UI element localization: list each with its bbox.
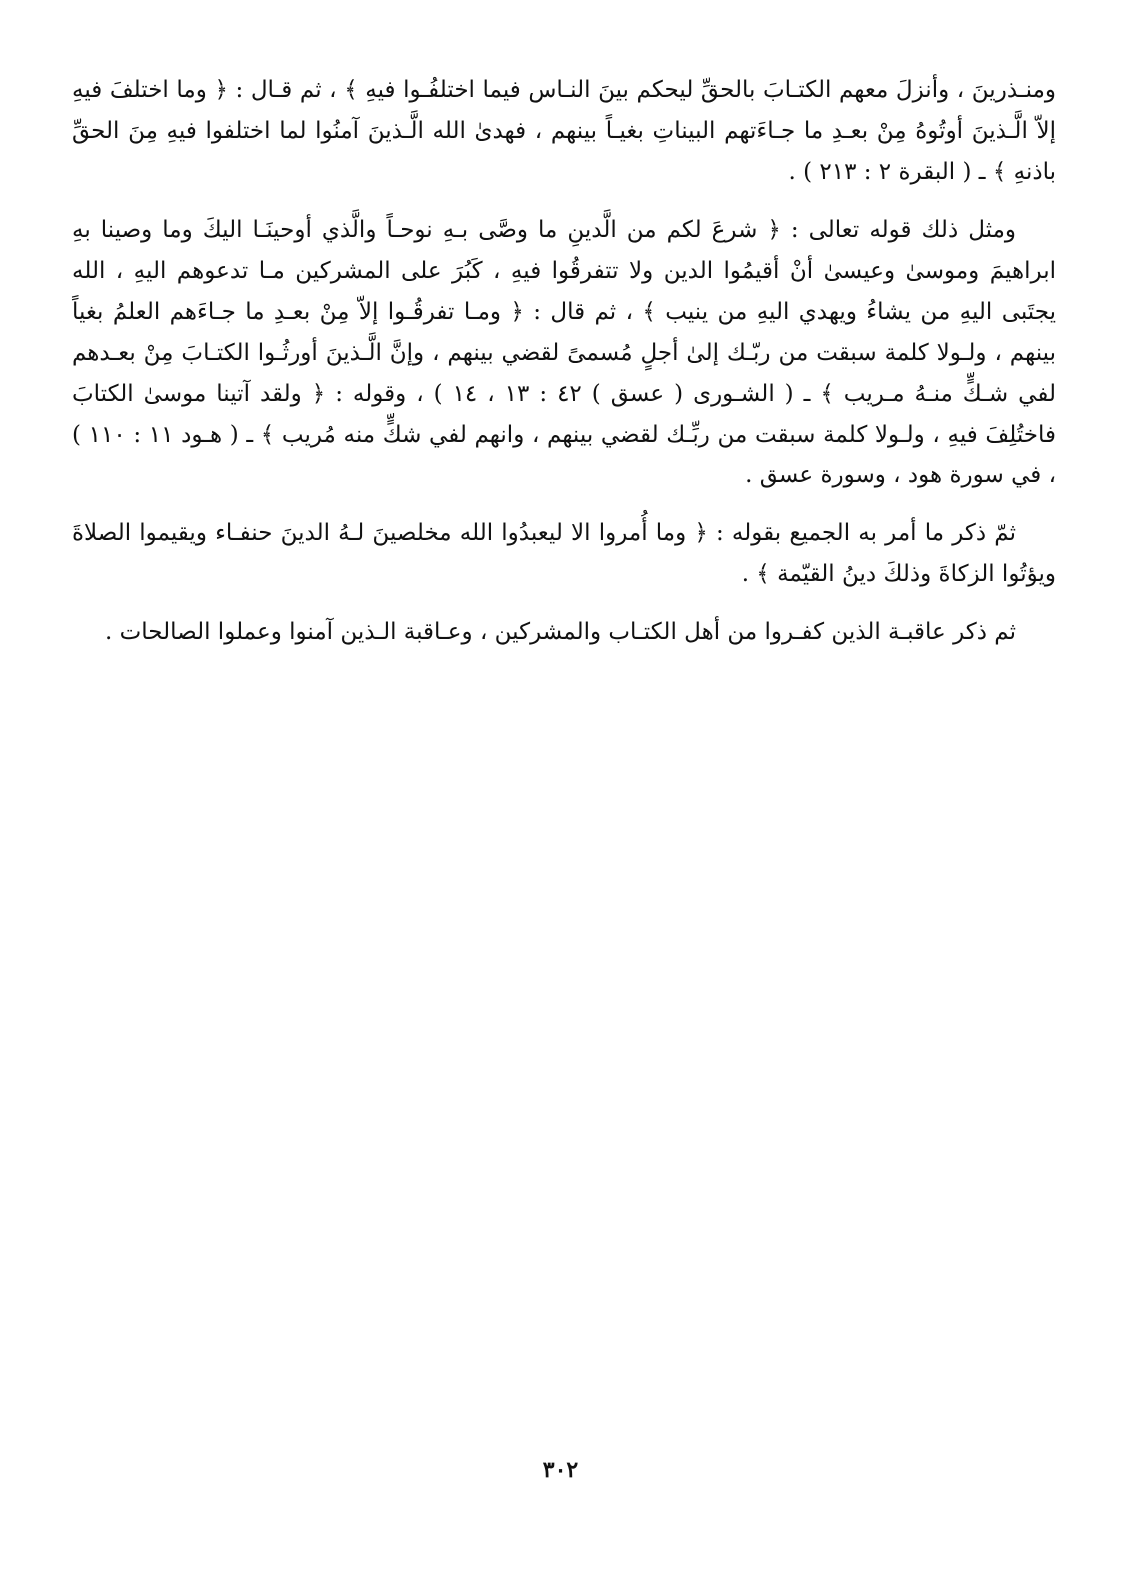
paragraph-3: ثمّ ذكر ما أمر به الجميع بقوله : ﴿ وما أُمروا الا ليعبدُوا الله مخلصينَ لـهُ الدينَ حنفـاء ويقيموا الصلاةَ ويؤتُوا الزكاةَ وذلكَ دينُ القيّمة ﴾ . (72, 520, 1056, 588)
paragraph-4: ثم ذكر عاقبـة الذين كفـروا من أهل الكتـاب والمشركين ، وعـاقبة الـذين آمنوا وعملوا الصالحات . (105, 619, 1016, 646)
page-body (72, 70, 1056, 1580)
paragraph-2: ومثل ذلك قوله تعالى : ﴿ شرعَ لكم من الَّدينِ ما وصَّى بـهِ نوحـاً والَّذي أوحينَـا اليكَ وما وصينا بهِ ابراهيمَ وموسىٰ وعيسىٰ أنْ أقيمُوا الدين ولا تتفرقُوا فيهِ ، كَبُرَ على المشركين مـا تدعوهم اليهِ ، الله يجتَبى اليهِ من يشاءُ ويهدي اليهِ من ينيب ﴾ ، ثم قال : ﴿ ومـا تفرقُـوا إلاّ مِنْ بعـدِ ما جـاءَهم العلمُ بغياً بينهم ، ولـولا كلمة سبقت من ربّـك إلىٰ أجلٍ مُسمىً لقضي بينهم ، وإنَّ الَّـذينَ أورثُـوا الكتـابَ مِنْ بعـدهم لفي شـكٍّ منـهُ مـريب ﴾ ـ ( الشـورى ( عسق ) ٤٢ : ١٣ ، ١٤ ) ، وقوله : ﴿ ولقد آتينا موسىٰ الكتابَ فاختُلِفَ فيهِ ، ولـولا كلمة سبقت من ربِّـك لقضي بينهم ، وانهم لفي شكٍّ منه مُريب ﴾ ـ ( هـود ١١ : ١١٠ ) ، في سورة هود ، وسورة عسق . (72, 216, 1056, 489)
page-number: ٣٠٢ (542, 1457, 579, 1483)
paragraph-1: ومنـذرينَ ، وأنزلَ معهم الكتـابَ بالحقِّ ليحكم بينَ النـاس فيما اختلفُـوا فيهِ ﴾ ، ثم قـال : ﴿ وما اختلفَ فيهِ إلاّ الَّـذينَ أوتُوهُ مِنْ بعـدِ ما جـاءَتهم البيناتِ بغيـاً بينهم ، فهدىٰ الله الَّـذينَ آمنُوا لما اختلفوا فيهِ مِنَ الحقِّ باذنهِ ﴾ ـ ( البقرة ٢ : ٢١٣ ) . (72, 77, 1056, 185)
